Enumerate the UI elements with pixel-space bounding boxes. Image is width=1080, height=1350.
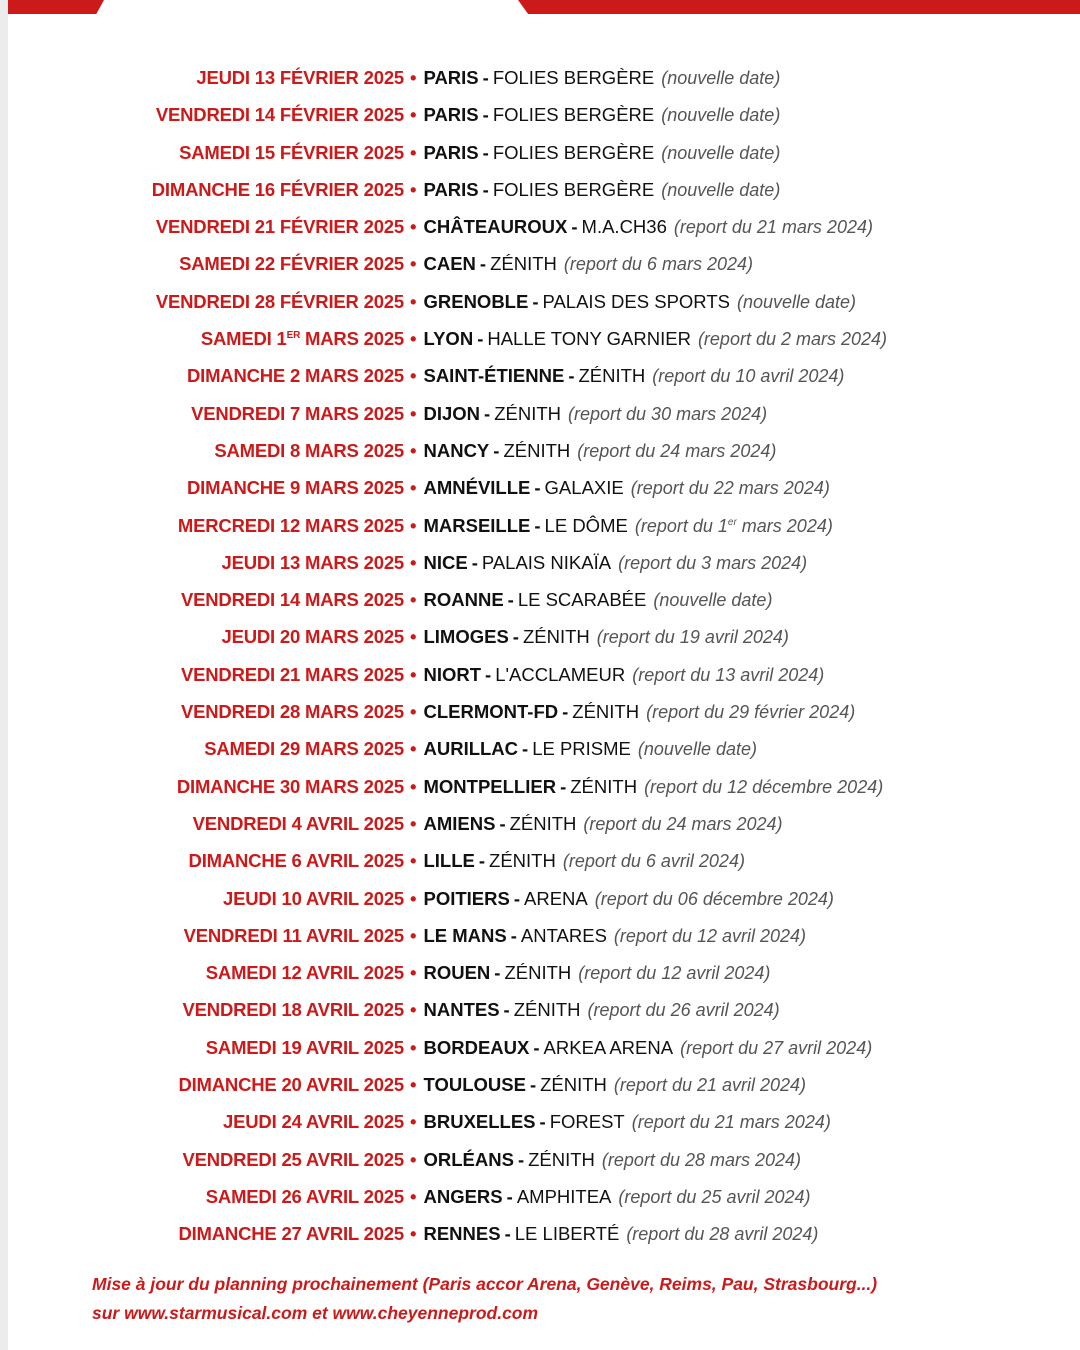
- city-name: LILLE: [423, 850, 475, 872]
- dash-separator: -: [517, 1148, 525, 1170]
- tour-date-row: [8, 1029, 1080, 1066]
- dash-separator: -: [534, 514, 541, 536]
- schedule-note: (report du 6 avril 2024): [562, 851, 745, 872]
- tour-date-row: [8, 1141, 1080, 1178]
- dash-separator: -: [482, 141, 489, 163]
- show-date: DIMANCHE 6 AVRIL 2025: [188, 850, 404, 872]
- bullet-separator: •: [410, 290, 417, 312]
- tour-date-row: [8, 245, 1080, 282]
- schedule-note: (nouvelle date): [661, 68, 781, 88]
- show-date: DIMANCHE 27 AVRIL 2025: [178, 1223, 404, 1245]
- bullet-separator: •: [410, 962, 417, 984]
- city-name: POITIERS: [423, 887, 510, 909]
- dash-separator: -: [539, 1111, 546, 1133]
- venue-name: LE PRISME: [532, 738, 631, 760]
- tour-date-row: [8, 581, 1080, 618]
- bullet-separator: •: [410, 328, 417, 350]
- schedule-note: (report du 29 février 2024): [646, 702, 856, 723]
- dash-separator: -: [482, 178, 489, 200]
- tour-date-row: [8, 954, 1080, 991]
- bullet-separator: •: [410, 178, 417, 200]
- bullet-separator: •: [410, 1111, 417, 1133]
- top-right-red-band: [518, 0, 1080, 14]
- city-name: CAEN: [423, 253, 476, 275]
- dash-separator: -: [478, 850, 486, 872]
- city-name: NANCY: [423, 439, 490, 461]
- show-date: DIMANCHE 16 FÉVRIER 2025: [151, 178, 404, 200]
- city-name: NIORT: [423, 663, 482, 685]
- tour-date-row: [8, 1215, 1080, 1252]
- bullet-separator: •: [410, 402, 417, 424]
- dash-separator: -: [510, 924, 517, 946]
- dash-separator: -: [479, 253, 487, 275]
- venue-name: ZÉNITH: [490, 253, 557, 275]
- footer-line-update: Mise à jour du planning prochainement (Paris accor Arena, Genève, Reims, Pau, Strasbourg...): [92, 1274, 878, 1294]
- show-date: VENDREDI 21 FÉVRIER 2025: [155, 216, 404, 238]
- dash-separator: -: [493, 439, 500, 461]
- city-name: BORDEAUX: [423, 1036, 530, 1058]
- show-date: VENDREDI 14 FÉVRIER 2025: [155, 104, 404, 126]
- city-name: PARIS: [423, 178, 479, 200]
- venue-name: ZÉNITH: [509, 812, 577, 834]
- venue-name: FOREST: [549, 1111, 625, 1133]
- city-name: NANTES: [423, 999, 500, 1021]
- bullet-separator: •: [410, 551, 417, 573]
- tour-date-row: [8, 469, 1080, 506]
- dash-separator: -: [485, 663, 492, 685]
- schedule-note: (report du 12 avril 2024): [578, 963, 771, 984]
- city-name: AMIENS: [423, 812, 496, 834]
- dash-separator: -: [529, 1074, 537, 1096]
- show-date: VENDREDI 14 MARS 2025: [180, 589, 404, 611]
- schedule-note: (report du 21 mars 2024): [673, 217, 873, 238]
- tour-date-row: [8, 805, 1080, 842]
- city-name: LYON: [423, 328, 474, 350]
- tour-dates-page: [8, 0, 1080, 1350]
- city-name: ROUEN: [423, 962, 491, 984]
- venue-name: PALAIS DES SPORTS: [542, 290, 730, 312]
- bullet-separator: •: [410, 104, 417, 126]
- city-name: BRUXELLES: [423, 1111, 536, 1133]
- schedule-note: (report du 19 avril 2024): [596, 627, 789, 648]
- bullet-separator: •: [410, 589, 417, 611]
- venue-name: ZÉNITH: [504, 962, 572, 984]
- city-name: PARIS: [423, 104, 479, 126]
- tour-date-row: [8, 208, 1080, 245]
- dash-separator: -: [532, 290, 539, 312]
- venue-name: FOLIES BERGÈRE: [492, 104, 655, 126]
- venue-name: ZÉNITH: [570, 775, 638, 797]
- venue-name: ANTARES: [520, 924, 607, 946]
- schedule-note: (nouvelle date): [637, 739, 757, 760]
- bullet-separator: •: [410, 1223, 417, 1245]
- tour-date-row: [8, 432, 1080, 469]
- venue-name: L'ACCLAMEUR: [495, 663, 626, 685]
- city-name: PARIS: [423, 141, 479, 163]
- show-date: VENDREDI 18 AVRIL 2025: [182, 999, 404, 1021]
- dash-separator: -: [484, 402, 491, 424]
- tour-date-row: [8, 1066, 1080, 1103]
- venue-name: ZÉNITH: [572, 701, 640, 723]
- show-date: VENDREDI 4 AVRIL 2025: [192, 812, 404, 834]
- dash-separator: -: [562, 701, 569, 723]
- schedule-note: (report du 2 mars 2024): [697, 329, 888, 350]
- bullet-separator: •: [410, 216, 417, 238]
- bullet-separator: •: [410, 67, 417, 88]
- tour-date-row: [8, 395, 1080, 432]
- bullet-separator: •: [410, 1185, 417, 1207]
- bullet-separator: •: [410, 514, 417, 536]
- bullet-separator: •: [410, 439, 417, 461]
- schedule-note: (nouvelle date): [661, 179, 781, 200]
- bullet-separator: •: [410, 141, 417, 163]
- bullet-separator: •: [410, 365, 417, 387]
- bullet-separator: •: [410, 738, 417, 760]
- venue-name: GALAXIE: [544, 477, 624, 499]
- city-name: TOULOUSE: [423, 1074, 526, 1096]
- schedule-note: (report du 13 avril 2024): [632, 664, 825, 685]
- tour-date-row: [8, 283, 1080, 320]
- tour-date-row: [8, 507, 1080, 544]
- schedule-note: (report du 21 avril 2024): [613, 1075, 807, 1096]
- tour-date-row: [8, 656, 1080, 693]
- schedule-note: (report du 12 avril 2024): [613, 925, 807, 946]
- tour-date-row: [8, 96, 1080, 133]
- bullet-separator: •: [410, 1036, 417, 1058]
- venue-name: ZÉNITH: [528, 1148, 595, 1170]
- tour-date-row: [8, 544, 1080, 581]
- bullet-separator: •: [410, 850, 417, 872]
- show-date: JEUDI 13 FÉVRIER 2025: [196, 67, 404, 88]
- schedule-note: (report du 6 mars 2024): [563, 254, 753, 275]
- venue-name: LE SCARABÉE: [517, 589, 647, 611]
- tour-date-row: [8, 730, 1080, 767]
- tour-date-row: [8, 1103, 1080, 1140]
- city-name: DIJON: [423, 402, 481, 424]
- tour-date-row: [8, 768, 1080, 805]
- show-date: SAMEDI 22 FÉVRIER 2025: [179, 253, 404, 275]
- venue-name: M.A.CH36: [581, 216, 667, 238]
- dash-separator: -: [499, 812, 506, 834]
- tour-date-row: [8, 59, 1080, 96]
- show-date: DIMANCHE 30 MARS 2025: [176, 775, 404, 797]
- dash-separator: -: [504, 1223, 511, 1245]
- dash-separator: -: [482, 104, 489, 126]
- tour-date-row: [8, 618, 1080, 655]
- tour-date-row: [8, 842, 1080, 879]
- bullet-separator: •: [410, 924, 417, 946]
- bullet-separator: •: [410, 701, 417, 723]
- show-date: SAMEDI 12 AVRIL 2025: [205, 962, 404, 984]
- city-name: ORLÉANS: [423, 1148, 514, 1170]
- footer-note: [92, 1270, 1072, 1328]
- venue-name: FOLIES BERGÈRE: [492, 67, 655, 88]
- tour-date-row: [8, 320, 1080, 357]
- city-name: ROANNE: [423, 589, 504, 611]
- schedule-note: (nouvelle date): [661, 142, 781, 163]
- venue-name: ZÉNITH: [522, 626, 590, 648]
- venue-name: LE DÔME: [544, 514, 628, 536]
- show-date: VENDREDI 21 MARS 2025: [180, 663, 404, 685]
- venue-name: ZÉNITH: [489, 850, 556, 872]
- bullet-separator: •: [410, 1074, 417, 1096]
- show-date: JEUDI 20 MARS 2025: [221, 626, 404, 648]
- show-date: JEUDI 13 MARS 2025: [221, 551, 404, 573]
- dash-separator: -: [477, 328, 484, 350]
- dash-separator: -: [503, 999, 510, 1021]
- city-name: MONTPELLIER: [423, 775, 557, 797]
- dash-separator: -: [568, 365, 575, 387]
- schedule-note: (report du 22 mars 2024): [630, 478, 830, 499]
- footer-line-websites: sur www.starmusical.com et www.cheyenneprod.com: [92, 1303, 539, 1323]
- dash-separator: -: [507, 589, 514, 611]
- city-name: MARSEILLE: [423, 514, 531, 536]
- dash-separator: -: [560, 775, 567, 797]
- show-date: SAMEDI 15 FÉVRIER 2025: [179, 141, 404, 163]
- bullet-separator: •: [410, 626, 417, 648]
- bullet-separator: •: [410, 775, 417, 797]
- city-name: AMNÉVILLE: [423, 477, 531, 499]
- show-date: SAMEDI 26 AVRIL 2025: [205, 1185, 404, 1207]
- tour-date-row: [8, 1178, 1080, 1215]
- schedule-note: (nouvelle date): [653, 590, 773, 611]
- show-date: JEUDI 10 AVRIL 2025: [223, 887, 404, 909]
- show-date: JEUDI 24 AVRIL 2025: [223, 1111, 404, 1133]
- dash-separator: -: [571, 216, 578, 238]
- bullet-separator: •: [410, 1148, 417, 1170]
- bullet-separator: •: [410, 812, 417, 834]
- show-date: DIMANCHE 9 MARS 2025: [186, 477, 404, 499]
- tour-date-row: [8, 134, 1080, 171]
- schedule-note: (report du 06 décembre 2024): [594, 888, 834, 909]
- show-date: VENDREDI 25 AVRIL 2025: [182, 1148, 404, 1170]
- tour-date-row: [8, 917, 1080, 954]
- dash-separator: -: [494, 962, 501, 984]
- dash-separator: -: [471, 551, 478, 573]
- venue-name: ZÉNITH: [513, 999, 581, 1021]
- bullet-separator: •: [410, 477, 417, 499]
- show-date: DIMANCHE 20 AVRIL 2025: [178, 1074, 404, 1096]
- schedule-note: (report du 1er mars 2024): [634, 515, 833, 536]
- bullet-separator: •: [410, 663, 417, 685]
- schedule-note: (report du 30 mars 2024): [568, 403, 768, 424]
- venue-name: ZÉNITH: [503, 439, 571, 461]
- show-date: VENDREDI 11 AVRIL 2025: [183, 924, 404, 946]
- bullet-separator: •: [410, 887, 417, 909]
- bullet-separator: •: [410, 253, 417, 275]
- show-date: VENDREDI 7 MARS 2025: [191, 402, 404, 424]
- city-name: CLERMONT-FD: [423, 701, 559, 723]
- tour-date-row: [8, 357, 1080, 394]
- venue-name: PALAIS NIKAÏA: [481, 551, 612, 573]
- dash-separator: -: [513, 887, 521, 909]
- dash-separator: -: [506, 1185, 513, 1207]
- show-date: VENDREDI 28 FÉVRIER 2025: [155, 290, 404, 312]
- schedule-note: (report du 21 mars 2024): [631, 1112, 831, 1133]
- dash-separator: -: [482, 67, 489, 88]
- schedule-note: (report du 28 mars 2024): [601, 1149, 802, 1170]
- city-name: PARIS: [423, 67, 479, 88]
- schedule-note: (nouvelle date): [661, 105, 781, 126]
- show-date: SAMEDI 19 AVRIL 2025: [205, 1036, 404, 1058]
- venue-name: ZÉNITH: [494, 402, 562, 424]
- city-name: LIMOGES: [423, 626, 509, 648]
- schedule-note: (report du 24 mars 2024): [577, 440, 777, 461]
- tour-date-row: [8, 693, 1080, 730]
- schedule-note: (nouvelle date): [736, 291, 857, 312]
- venue-name: ARKEA ARENA: [543, 1036, 674, 1058]
- show-date: SAMEDI 1ER MARS 2025: [200, 328, 404, 350]
- show-date: VENDREDI 28 MARS 2025: [180, 701, 404, 723]
- city-name: CHÂTEAUROUX: [423, 216, 568, 238]
- tour-date-row: [8, 880, 1080, 917]
- show-date: DIMANCHE 2 MARS 2025: [186, 365, 404, 387]
- schedule-note: (report du 26 avril 2024): [587, 1000, 780, 1021]
- city-name: SAINT-ÉTIENNE: [423, 365, 565, 387]
- top-left-red-band: [8, 0, 104, 14]
- city-name: ANGERS: [423, 1185, 503, 1207]
- dash-separator: -: [522, 738, 529, 760]
- city-name: AURILLAC: [423, 738, 519, 760]
- show-date: MERCREDI 12 MARS 2025: [177, 514, 404, 536]
- venue-name: LE LIBERTÉ: [514, 1223, 620, 1245]
- venue-name: ARENA: [524, 887, 588, 909]
- schedule-note: (report du 25 avril 2024): [618, 1186, 811, 1207]
- schedule-note: (report du 10 avril 2024): [652, 366, 845, 387]
- venue-name: HALLE TONY GARNIER: [487, 328, 691, 350]
- schedule-note: (report du 28 avril 2024): [626, 1224, 819, 1245]
- city-name: LE MANS: [423, 924, 507, 946]
- dash-separator: -: [533, 1036, 540, 1058]
- city-name: NICE: [423, 551, 468, 573]
- venue-name: ZÉNITH: [578, 365, 646, 387]
- schedule-note: (report du 24 mars 2024): [583, 813, 783, 834]
- schedule-note: (report du 3 mars 2024): [618, 552, 808, 573]
- schedule-note: (report du 12 décembre 2024): [644, 776, 884, 797]
- schedule-note: (report du 27 avril 2024): [680, 1037, 873, 1058]
- dash-separator: -: [534, 477, 541, 499]
- bullet-separator: •: [410, 999, 417, 1021]
- tour-dates-list: [8, 59, 1080, 1253]
- tour-date-row: [8, 991, 1080, 1028]
- show-date: SAMEDI 29 MARS 2025: [204, 738, 404, 760]
- city-name: GRENOBLE: [423, 290, 529, 312]
- venue-name: ZÉNITH: [540, 1074, 607, 1096]
- show-date: SAMEDI 8 MARS 2025: [214, 439, 404, 461]
- venue-name: FOLIES BERGÈRE: [492, 141, 655, 163]
- tour-date-row: [8, 171, 1080, 208]
- venue-name: FOLIES BERGÈRE: [492, 178, 655, 200]
- venue-name: AMPHITEA: [516, 1185, 612, 1207]
- dash-separator: -: [512, 626, 519, 648]
- city-name: RENNES: [423, 1223, 501, 1245]
